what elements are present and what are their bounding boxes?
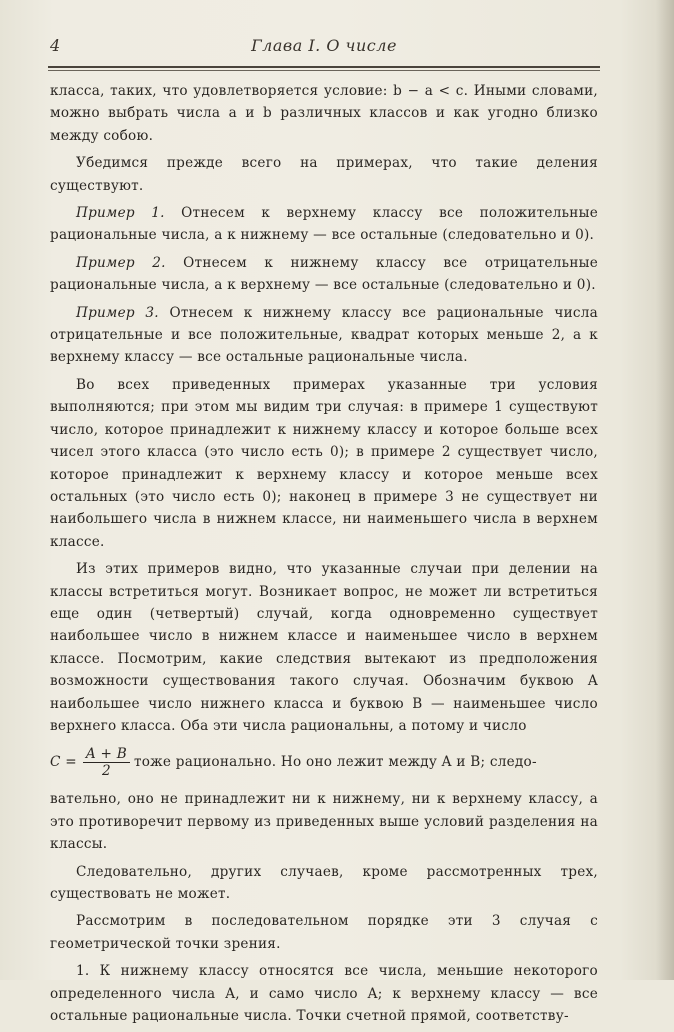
formula-denominator: 2 <box>101 762 111 779</box>
paragraph-fourth-case: Из этих примеров видно, что указанные случаи при делении на классы встретиться могут. Возникает вопрос, не может ли встретиться еще один (четвертый) случай, когда одновременно существует наибольшее число в нижнем классе и наименьшее число в верхнем классе. Посмотрим, какие следствия вытекают из предположения возможности существования такого случая. Обозначим буквою A наибольшее число нижнего класса и буквою B — наименьшее число верхнего класса. Оба эти числа рациональны, а потому и число <box>50 561 598 734</box>
formula-numerator: A + B <box>83 746 130 763</box>
formula-continuation: тоже рационально. Но оно лежит между A и B; следо- <box>133 754 537 771</box>
header-rule-thin <box>48 70 600 71</box>
formula-line <box>50 742 598 782</box>
paragraph-conclusion: Следовательно, других случаев, кроме рассмотренных трех, существовать не может. <box>50 863 598 902</box>
example-2 <box>50 252 598 297</box>
page-number: 4 <box>50 36 61 55</box>
page-body <box>50 80 598 1032</box>
paragraph-three-cases: Во всех приведенных примерах указанные три условия выполняются; при этом мы видим три случая: в примере 1 существуют число, которое принадлежит к нижнему классу и которое больше всех чисел этого класса (это число есть 0); в примере 2 существует число, которое принадлежит к верхнему классу и которое меньше всех остальных (это число есть 0); наконец в примере 3 не существует ни наибольшего числа в нижнем классе, ни наименьшего числа в верхнем классе. <box>50 376 598 550</box>
example-3-label: Пример 3. <box>76 304 159 321</box>
example-2-label: Пример 2. <box>76 254 166 271</box>
example-3 <box>50 302 598 369</box>
chapter-title: Глава I. О числе <box>251 36 397 55</box>
example-1 <box>50 202 598 247</box>
paragraph-intro-examples: Убедимся прежде всего на примерах, что такие деления существуют. <box>50 155 598 194</box>
example-1-text: Отнесем к верхнему классу все положительные рациональные числа, а к нижнему — все остальные (следовательно и 0). <box>50 205 598 244</box>
example-2-text: Отнесем к нижнему классу все отрицательные рациональные числа, а к верхнему — все остальные (следовательно и 0). <box>50 254 598 294</box>
formula-fraction <box>83 746 130 779</box>
paragraph-continuation: класса, таких, что удовлетворяется условие: b − a < c. Иными словами, можно выбрать числа a и b различных классов и как угодно близко между собою. <box>50 83 598 144</box>
example-1-label: Пример 1. <box>76 205 165 222</box>
running-header <box>50 36 598 60</box>
page-edge-shadow <box>656 0 674 980</box>
paragraph-contradiction: вательно, оно не принадлежит ни к нижнему, ни к верхнему классу, а это противоречит первому из приведенных выше условий разделения на классы. <box>50 791 598 853</box>
example-3-text: Отнесем к нижнему классу все рациональные числа отрицательные и все положительные, квадрат которых меньше 2, а к верхнему классу — все остальные рациональные числа. <box>50 304 598 366</box>
header-rule-thick <box>48 66 600 68</box>
formula-lhs: C = <box>50 754 77 771</box>
paragraph-case-1: 1. К нижнему классу относятся все числа, меньшие некоторого определенного числа A, и само число A; к верхнему классу — все остальные рациональные числа. Точки счетной прямой, соответству- <box>50 963 598 1025</box>
paragraph-geometric-view: Рассмотрим в последовательном порядке эти 3 случая с геометрической точки зрения. <box>50 913 598 952</box>
